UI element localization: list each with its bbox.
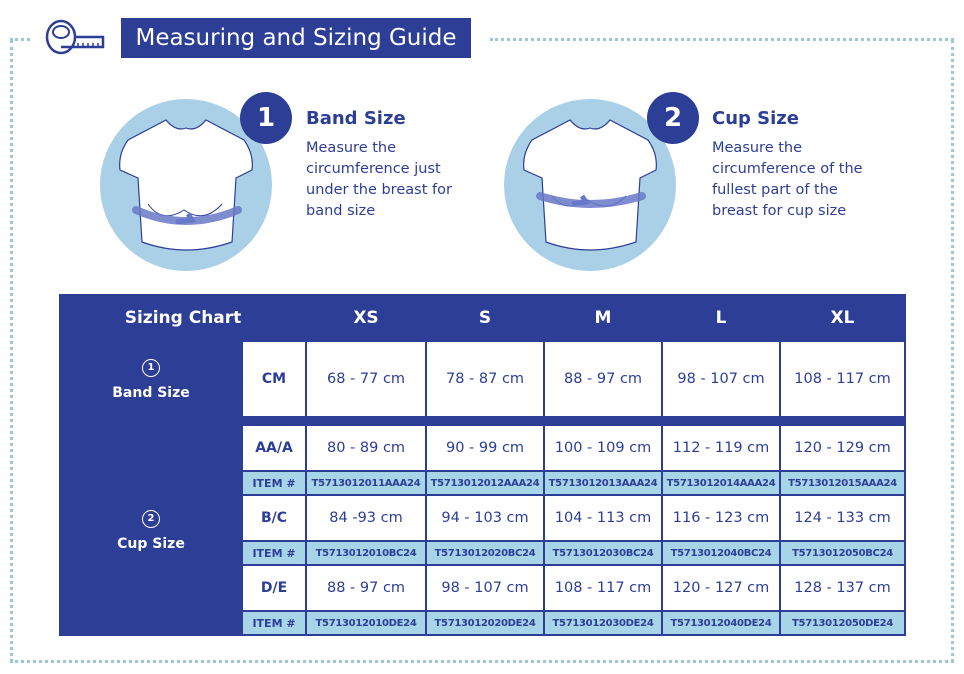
cup-value: 116 - 123 cm [662,495,780,541]
step-2-title: Cup Size [712,108,799,129]
cup-size-row-header [60,425,242,635]
border-dots [10,38,30,41]
step-1-title: Band Size [306,108,406,129]
cup-value: 108 - 117 cm [544,565,662,611]
page-title: Measuring and Sizing Guide [121,18,471,58]
size-header-xl: XL [780,295,905,341]
band-value: 98 - 107 cm [662,341,780,417]
size-header-m: M [544,295,662,341]
band-size-row-header [60,341,242,417]
table-divider [60,417,905,425]
cup-label: D/E [242,565,306,611]
cup-value: 112 - 119 cm [662,425,780,471]
border-dots [951,40,954,662]
item-number: T5713012011AAA24 [306,471,426,495]
step-2-description: Measure the circumference of the fullest part of the breast for cup size [712,140,863,219]
border-dots [10,40,13,662]
item-number: T5713012020BC24 [426,541,544,565]
size-header-s: S [426,295,544,341]
item-number: T5713012020DE24 [426,611,544,635]
item-number: T5713012010DE24 [306,611,426,635]
cup-value: 128 - 137 cm [780,565,905,611]
size-header-xs: XS [306,295,426,341]
band-unit-label: CM [242,341,306,417]
item-number: T5713012050DE24 [780,611,905,635]
cup-value: 90 - 99 cm [426,425,544,471]
sizing-chart-table [59,294,906,636]
cup-value: 84 -93 cm [306,495,426,541]
cup-label: AA/A [242,425,306,471]
border-dots [490,38,954,41]
band-value: 108 - 117 cm [780,341,905,417]
item-number: T5713012010BC24 [306,541,426,565]
band-value: 88 - 97 cm [544,341,662,417]
cup-value: 94 - 103 cm [426,495,544,541]
item-number-label: ITEM # [242,471,306,495]
item-number: T5713012030DE24 [544,611,662,635]
cup-number-badge: 2 [142,510,160,528]
sizing-chart-title: Sizing Chart [60,295,306,341]
band-size-label: Band Size [112,384,190,401]
cup-value: 120 - 129 cm [780,425,905,471]
step-1-badge: 1 [240,92,292,144]
cup-value: 104 - 113 cm [544,495,662,541]
item-number: T5713012030BC24 [544,541,662,565]
item-number-label: ITEM # [242,611,306,635]
measuring-tape-icon [44,18,106,56]
table-row [60,425,905,471]
item-number: T5713012050BC24 [780,541,905,565]
item-number: T5713012012AAA24 [426,471,544,495]
band-number-badge: 1 [142,359,160,377]
item-number-label: ITEM # [242,541,306,565]
cup-value: 100 - 109 cm [544,425,662,471]
cup-value: 124 - 133 cm [780,495,905,541]
table-row [60,341,905,417]
band-value: 68 - 77 cm [306,341,426,417]
table-header-row [60,295,905,341]
band-value: 78 - 87 cm [426,341,544,417]
border-dots [10,660,954,663]
item-number: T5713012040BC24 [662,541,780,565]
cup-value: 88 - 97 cm [306,565,426,611]
cup-value: 98 - 107 cm [426,565,544,611]
item-number: T5713012015AAA24 [780,471,905,495]
step-2-badge: 2 [647,92,699,144]
cup-value: 80 - 89 cm [306,425,426,471]
cup-value: 120 - 127 cm [662,565,780,611]
item-number: T5713012014AAA24 [662,471,780,495]
step-1-description: Measure the circumference just under the breast for band size [306,140,452,219]
cup-label: B/C [242,495,306,541]
cup-size-label: Cup Size [117,535,185,552]
item-number: T5713012040DE24 [662,611,780,635]
item-number: T5713012013AAA24 [544,471,662,495]
size-header-l: L [662,295,780,341]
